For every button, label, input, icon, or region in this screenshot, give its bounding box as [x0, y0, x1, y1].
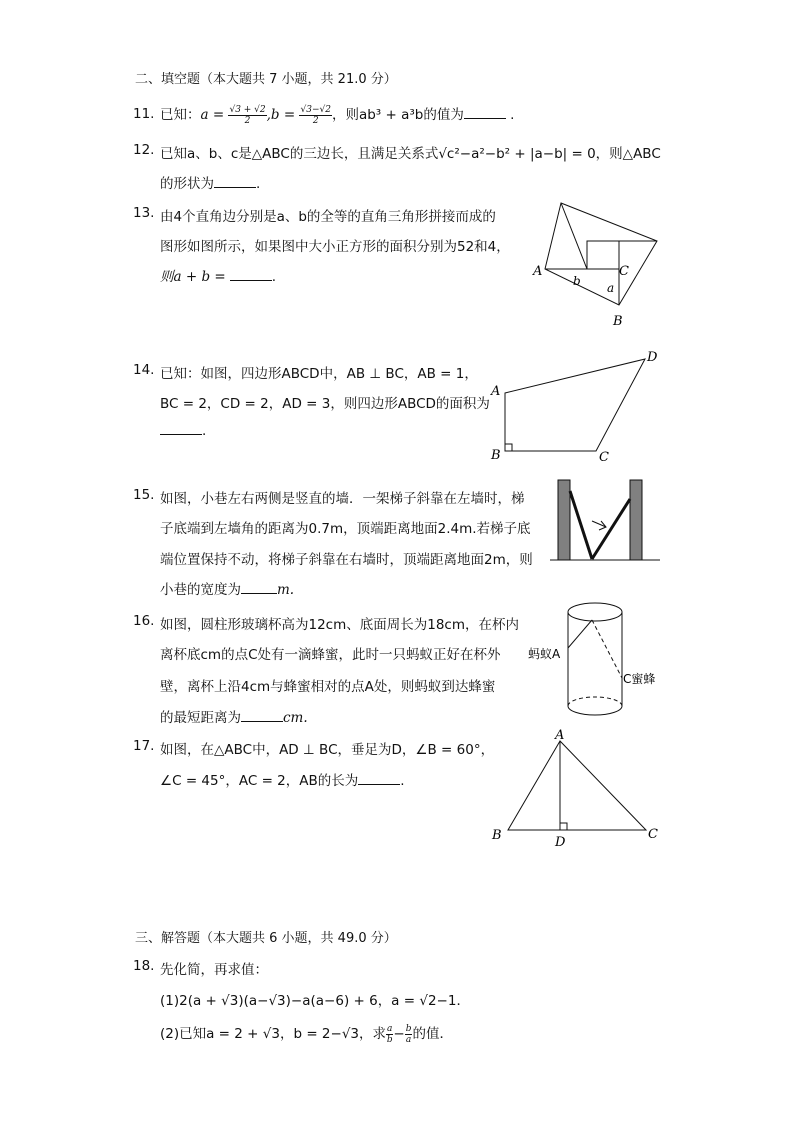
question-15-line2: 子底端到左墙角的距离为0.7m，顶端距离地面2.4m.若梯子底	[160, 521, 531, 537]
label-A: A	[491, 384, 501, 399]
answer-blank[interactable]	[160, 422, 202, 435]
answer-blank[interactable]	[241, 581, 277, 594]
question-13-line3: 则a + b = .	[160, 269, 276, 285]
triangle-ABC	[508, 741, 646, 830]
path-dashed	[592, 620, 622, 678]
label-D: D	[647, 350, 658, 365]
outer-square	[545, 203, 657, 305]
label-ant-A: 蚂蚁A	[528, 647, 561, 661]
question-18-part2: (2)已知a = 2 + √3，b = 2−√3，求 $\frac{a}{b}$ − $\frac{b}{a}$ 的值．	[160, 1023, 453, 1045]
question-11-text: 已知：a = $\frac{√3 + √2}{2}$ ,b = $\frac{√3-√2}{2}$ ，则ab³ + a³b的值为 .	[160, 104, 515, 126]
question-16-line4: 的最短距离为 cm.	[160, 710, 308, 726]
question-15-line4: 小巷的宽度为 m.	[160, 582, 295, 598]
label-C: C	[619, 264, 629, 279]
question-number: 16.	[133, 613, 155, 629]
ladder-left	[570, 491, 592, 559]
label-honey-C: C蜜蜂	[623, 672, 656, 686]
cylinder-bottom-front	[568, 706, 622, 715]
answer-blank[interactable]	[230, 268, 272, 281]
inner-line	[561, 203, 587, 269]
question-17-line2: ∠C = 45°，AC = 2，AB的长为 .	[160, 773, 405, 789]
question-number: 14.	[133, 362, 155, 378]
fraction-b-over-a: $\frac{b}{a}$	[405, 1023, 412, 1045]
question-14-line2: BC = 2，CD = 2，AD = 3，则四边形ABCD的面积为	[160, 396, 490, 412]
answer-blank[interactable]	[214, 175, 256, 188]
fraction-b: $\frac{√3-√2}{2}$	[300, 104, 331, 126]
question-number: 17.	[133, 738, 155, 754]
label-B: B	[492, 828, 502, 843]
question-15-line1: 如图，小巷左右两侧是竖直的墙．一架梯子斜靠在左墙时，梯	[160, 491, 525, 507]
question-18-part1: (1)2(a + √3)(a−√3)−a(a−6) + 6，a = √2−1．	[160, 993, 470, 1009]
label-D: D	[555, 835, 566, 850]
question-13-line2: 图形如图所示，如果图中大小正方形的面积分别为52和4，	[160, 239, 510, 255]
path-line	[568, 620, 592, 648]
question-18-intro: 先化简，再求值：	[160, 962, 268, 978]
figure-15-ladder-alley	[548, 475, 663, 565]
label-B: B	[491, 448, 501, 463]
small-square	[587, 241, 619, 269]
right-angle-mark	[505, 444, 512, 451]
label-b: b	[573, 274, 581, 288]
section-title-fill-blank: 二、填空题（本大题共 7 小题，共 21.0 分）	[135, 72, 397, 87]
cylinder-top	[568, 603, 622, 621]
question-13-line1: 由4个直角边分别是a、b的全等的直角三角形拼接而成的	[160, 209, 496, 225]
left-wall	[558, 480, 570, 560]
question-number: 13.	[133, 205, 155, 221]
fraction-a: $\frac{√3 + √2}{2}$	[229, 104, 266, 126]
section-title-solve: 三、解答题（本大题共 6 小题，共 49.0 分）	[135, 931, 397, 946]
question-16-line2: 离杯底cm的点C处有一滴蜂蜜，此时一只蚂蚁正好在杯外	[160, 647, 501, 663]
label-a: a	[607, 281, 615, 295]
question-16-line1: 如图，圆柱形玻璃杯高为12cm、底面周长为18cm，在杯内	[160, 617, 520, 633]
cylinder-bottom-back	[568, 697, 622, 706]
question-17-line1: 如图，在△ABC中，AD ⊥ BC，垂足为D，∠B = 60°，	[160, 742, 495, 758]
question-number: 12.	[133, 142, 155, 158]
right-angle-mark	[560, 823, 567, 830]
fraction-a-over-b: $\frac{a}{b}$	[386, 1023, 393, 1045]
question-number: 18.	[133, 958, 155, 974]
answer-blank[interactable]	[464, 106, 506, 119]
right-wall	[630, 480, 642, 560]
label-A: A	[533, 264, 543, 279]
question-number: 11.	[133, 106, 155, 122]
label-C: C	[648, 827, 658, 842]
figure-16-cylinder	[525, 598, 675, 723]
question-12-line2: 的形状为 .	[160, 176, 261, 192]
label-A: A	[555, 728, 565, 743]
question-14-line1: 已知：如图，四边形ABCD中，AB ⊥ BC，AB = 1，	[160, 366, 478, 382]
question-number: 15.	[133, 487, 155, 503]
label-B: B	[613, 314, 623, 329]
label-C: C	[599, 450, 609, 465]
quadrilateral-ABCD	[505, 359, 645, 451]
question-12-line1: 已知a、b、c是△ABC的三边长，且满足关系式√c²−a²−b² + |a−b| = 0，则△ABC	[160, 146, 661, 162]
question-14-line3: .	[160, 422, 206, 439]
ladder-right	[592, 499, 630, 559]
answer-blank[interactable]	[241, 709, 283, 722]
figure-13-squares	[525, 195, 665, 330]
figure-14-quadrilateral	[485, 345, 665, 465]
question-16-line3: 壁，离杯上沿4cm与蜂蜜相对的点A处，则蚂蚁到达蜂蜜	[160, 679, 496, 695]
question-15-line3: 端位置保持不动，将梯子斜靠在右墙时，顶端距离地面2m，则	[160, 552, 533, 568]
figure-17-triangle	[488, 725, 668, 850]
answer-blank[interactable]	[358, 772, 400, 785]
